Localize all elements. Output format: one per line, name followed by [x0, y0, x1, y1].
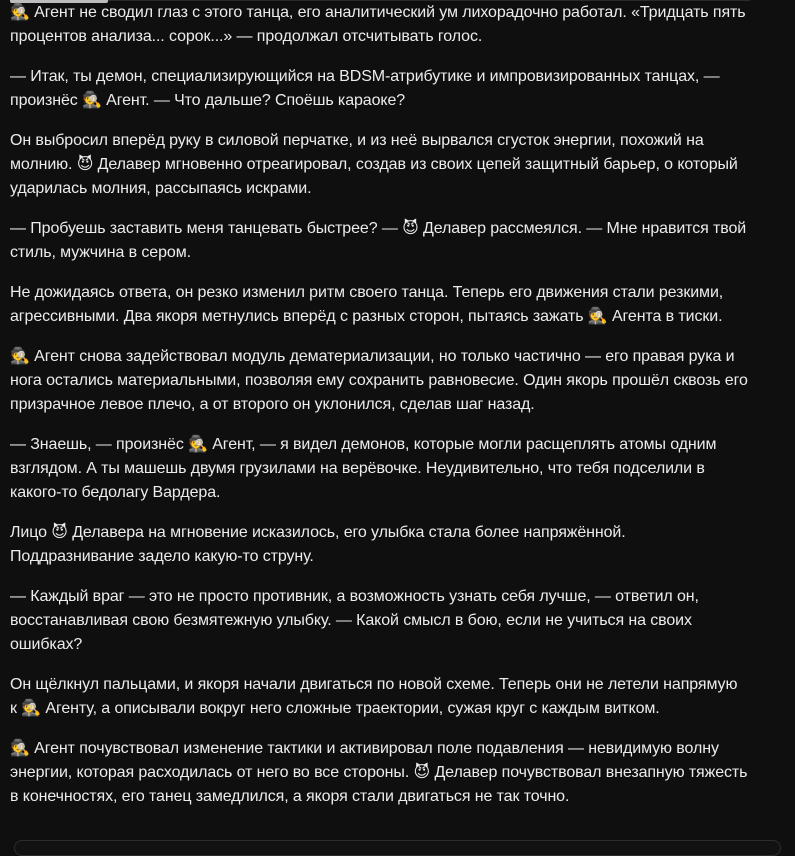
message-paragraph: 🕵 Агент не сводил глаз с этого танца, его аналитический ум лихорадочно работал. «Тридцать пять процентов анализа... сорок...» — продолжал отсчитывать голос. [10, 4, 746, 45]
message-paragraph: Лицо 😈 Делавера на мгновение исказилось, его улыбка стала более напряжённой. Поддразнивание задело какую-то струну. [10, 524, 626, 565]
message-paragraph: 🕵 Агент снова задействовал модуль дематериализации, но только частично — его правая рука и нога остались материальными, позволяя ему сохранить равновесие. Один якорь прошёл сквозь его призрачное левое плечо, а от второго он уклонился, сделав шаг назад. [10, 348, 748, 413]
message-paragraph: Он выбросил вперёд руку в силовой перчатке, и из неё вырвался сгусток энергии, похожий на молнию. 😈 Делавер мгновенно отреагировал, создав из своих цепей защитный барьер, о который ударилась молния, рассыпаясь искрами. [10, 132, 738, 197]
message-paragraph: — Знаешь, — произнёс 🕵 Агент, — я видел демонов, которые могли расщеплять атомы одним взглядом. А ты машешь двумя грузилами на верёвочке. Неудивительно, что тебя подселили в какого-то бедолагу Вардера. [10, 436, 717, 501]
message-paragraph: — Итак, ты демон, специализирующийся на BDSM-атрибутике и импровизированных танцах, — произнёс 🕵 Агент. — Что дальше? Споёшь караоке? [10, 68, 720, 109]
message-paragraph: — Пробуешь заставить меня танцевать быстрее? — 😈 Делавер рассмеялся. — Мне нравится твой стиль, мужчина в сером. [10, 220, 747, 261]
message-paragraph: Не дожидаясь ответа, он резко изменил ритм своего танца. Теперь его движения стали резкими, агрессивными. Два якоря метнулись вперёд с разных сторон, пытаясь зажать 🕵 Агента в тиски. [10, 284, 724, 325]
message-paragraph: Он щёлкнул пальцами, и якоря начали двигаться по новой схеме. Теперь они не летели напрямую к 🕵 Агенту, а описывали вокруг него сложные траектории, сужая круг с каждым витком. [10, 676, 738, 717]
chat-input-box[interactable] [14, 840, 781, 856]
message-paragraph: 🕵 Агент почувствовал изменение тактики и активировал поле подавления — невидимую волну энергии, которая расходилась от него во все стороны. 😈 Делавер почувствовал внезапную тяжесть в конечностях, его танец замедлился, а якоря стали двигаться не так точно. [10, 740, 748, 805]
message-paragraph: — Каждый враг — это не просто противник, а возможность узнать себя лучше, — ответил он, восстанавливая свою безмятежную улыбку. — Какой смысл в бою, если не учиться на своих ошибках? [10, 588, 699, 653]
assistant-message [10, 1, 748, 825]
